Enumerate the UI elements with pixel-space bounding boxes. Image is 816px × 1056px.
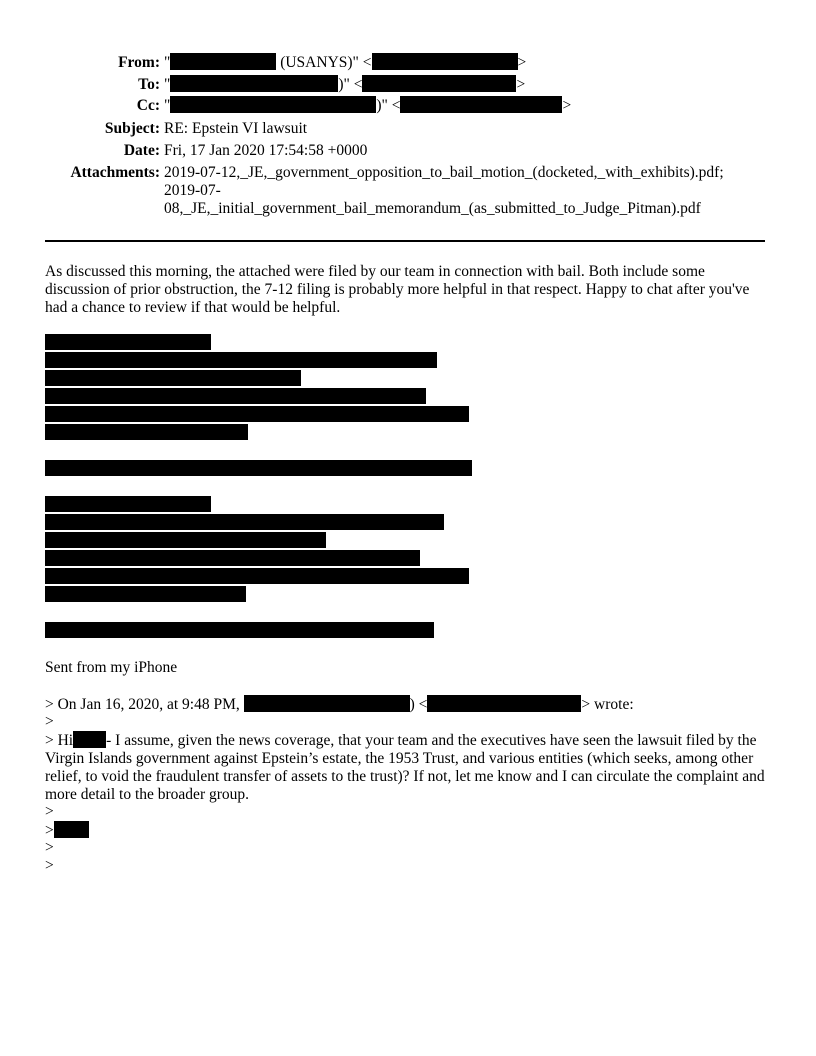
date-row [0,141,816,163]
redaction-bar [45,370,301,386]
redaction-bar [45,424,248,440]
date-value: Fri, 17 Jan 2020 17:54:58 +0000 [164,142,368,159]
from-row [0,53,816,75]
quote-marker: > [45,803,54,820]
redaction-bar [45,388,426,404]
subject-row [0,119,816,141]
redaction-bar [45,334,211,350]
redaction-bar [372,53,518,70]
signoff: Sent from my iPhone [45,659,178,676]
redaction-bar [45,550,420,566]
attachment-link[interactable]: 2019-07-12,_JE,_government_opposition_to_bail_motion_(docketed,_with_exhibits).pdf; [164,164,724,181]
attachment-link[interactable]: 08,_JE,_initial_government_bail_memorandum_(as_submitted_to_Judge_Pitman).pdf [164,200,701,217]
to-value: " )" < > [164,76,526,93]
redaction-bar [170,75,338,92]
quote-marker: > [45,713,54,730]
from-value: " (USANYS)" < > [164,54,527,71]
header-divider [45,240,765,242]
redaction-bar [45,568,469,584]
quote-marker: > [45,857,54,874]
quote-marker: > [45,839,54,856]
redaction-bar [400,96,562,113]
from-label: From: [118,54,160,71]
to-row [0,75,816,97]
redaction-bar [170,53,276,70]
redaction-bar [54,821,89,838]
redaction-bar [427,695,581,712]
redaction-bar [362,75,516,92]
redaction-bar [45,514,444,530]
cc-label: Cc: [136,97,160,114]
attachment-link[interactable]: 2019-07- [164,182,221,199]
redaction-bar [45,352,437,368]
redaction-bar [45,622,434,638]
redaction-bar [244,695,410,712]
redaction-bar [45,406,469,422]
date-label: Date: [123,142,160,159]
subject-value: RE: Epstein VI lawsuit [164,120,308,137]
quote-signature: > [45,821,770,840]
redaction-bar [170,96,376,113]
redaction-bar [45,460,472,476]
attachments-label: Attachments: [70,164,160,181]
quoted-intro: > On Jan 16, 2020, at 9:48 PM, ) < > wrote: [45,696,634,713]
redaction-bar [45,532,326,548]
body-paragraph: As discussed this morning, the attached were filed by our team in connection with bail. Both include some discussion of prior obstruction, the 7-12 filing is probably more helpful in that respect. Happy to chat after you've had a chance to review if that would be helpful. [45,263,750,316]
redaction-bar [73,731,106,748]
redaction-bar [45,496,211,512]
subject-label: Subject: [104,120,160,137]
cc-value: " )" < > [164,97,572,114]
cc-row [0,96,816,118]
quoted-message: > Hi - I assume, given the news coverage, that your team and the executives have seen the lawsuit filed by the Virgin Islands government against Epstein’s estate, the 1953 Trust, and various entities (which seeks, among other relief, to void the fraudulent transfer of assets to the trust)? If not, let me know and I can circulate the complaint and more detail to the broader group. [45,732,765,803]
redaction-bar [45,586,246,602]
to-label: To: [138,76,160,93]
